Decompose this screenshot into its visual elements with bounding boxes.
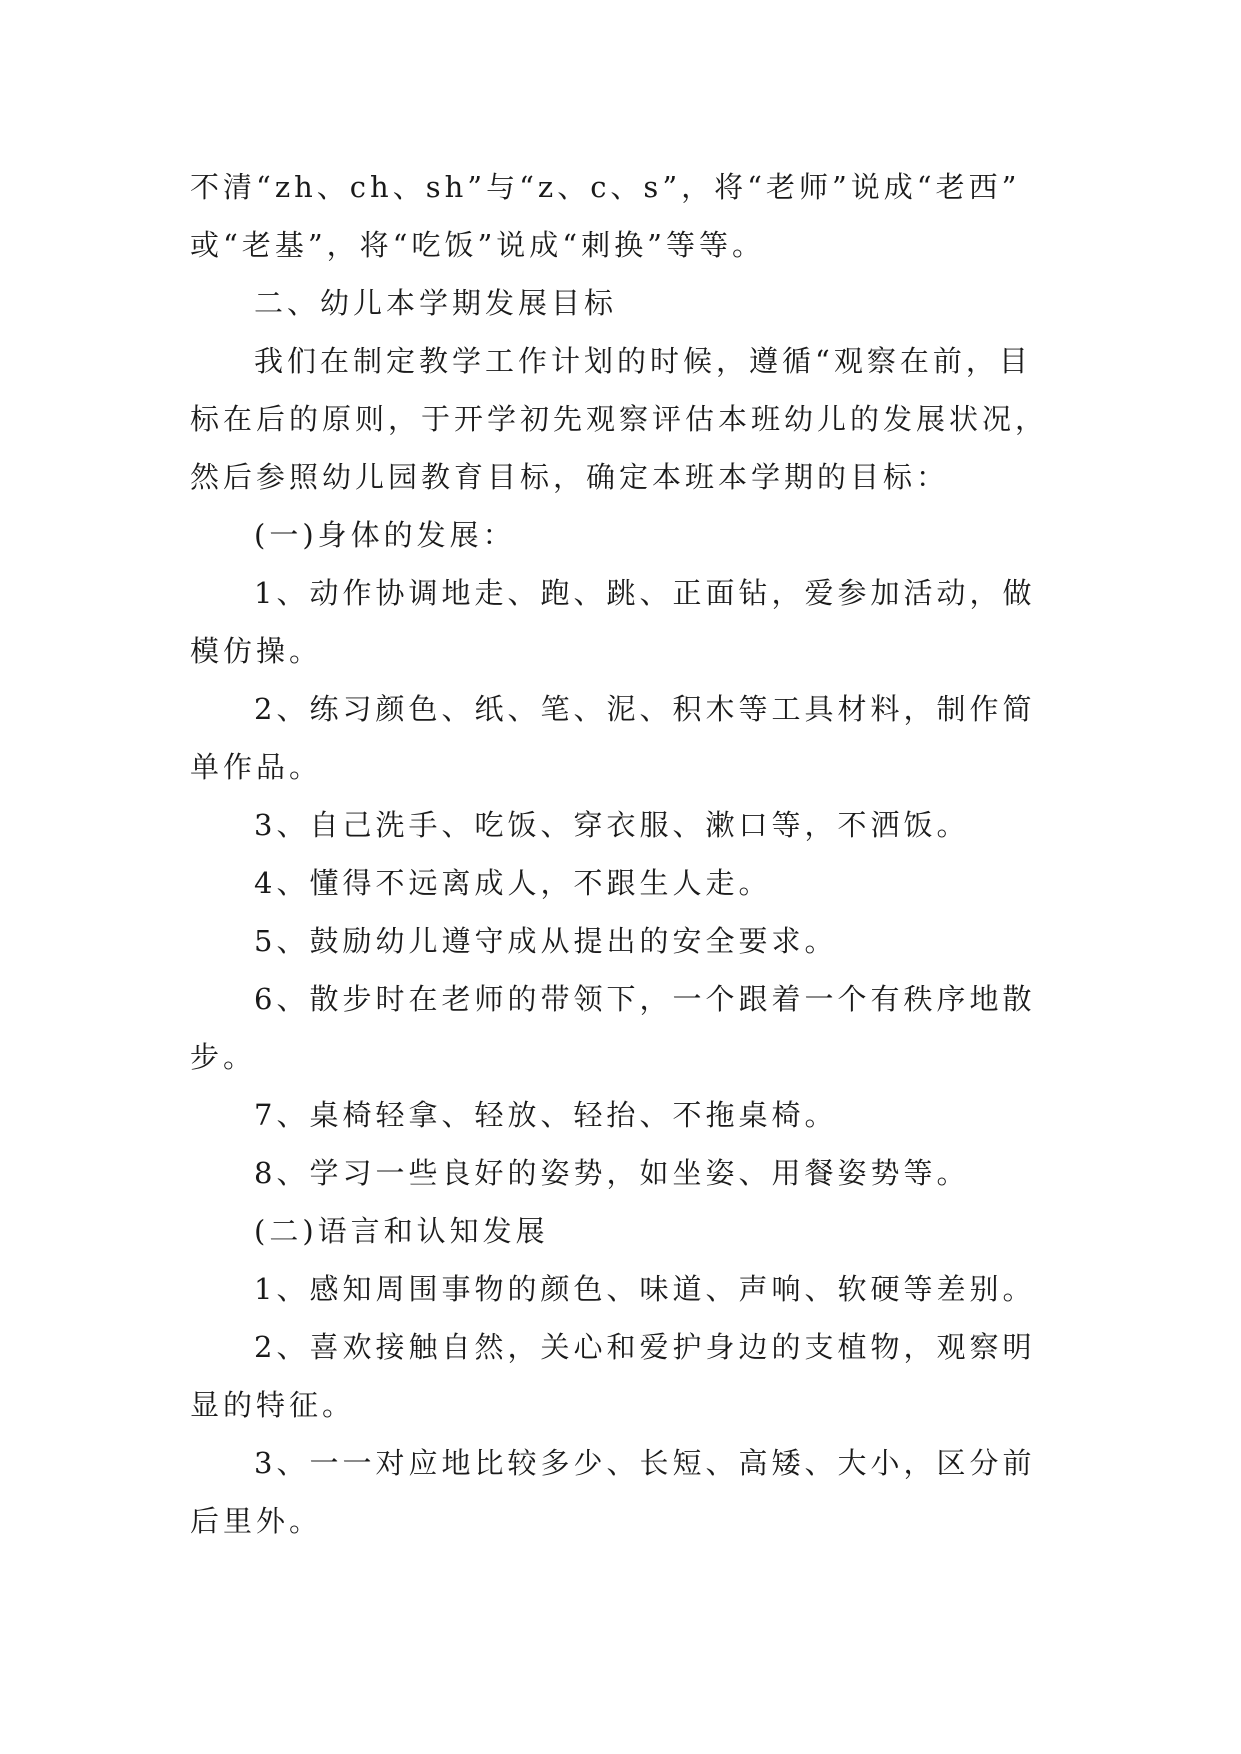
subsection-heading: (二)语言和认知发展 bbox=[254, 1214, 549, 1248]
list-item: 2、练习颜色、纸、笔、泥、积木等工具材料，制作简 bbox=[254, 692, 1036, 726]
subsection-heading: (一)身体的发展： bbox=[254, 518, 516, 552]
section-heading: 二、幼儿本学期发展目标 bbox=[254, 286, 618, 320]
text-line: 或“老基”，将“吃饭”说成“刺换”等等。 bbox=[190, 228, 765, 262]
text-line: 不清“zh、ch、sh”与“z、c、s”，将“老师”说成“老西” bbox=[190, 170, 1021, 204]
list-item: 1、感知周围事物的颜色、味道、声响、软硬等差别。 bbox=[254, 1272, 1036, 1306]
text-line: 标在后的原则，于开学初先观察评估本班幼儿的发展状况， bbox=[190, 402, 1049, 436]
list-item: 3、自己洗手、吃饭、穿衣服、漱口等，不洒饭。 bbox=[254, 808, 970, 842]
list-item-continuation: 单作品。 bbox=[190, 750, 323, 784]
list-item: 7、桌椅轻拿、轻放、轻抬、不拖桌椅。 bbox=[254, 1098, 838, 1132]
list-item: 2、喜欢接触自然，关心和爱护身边的支植物，观察明 bbox=[254, 1330, 1036, 1364]
list-item-continuation: 步。 bbox=[190, 1040, 257, 1074]
list-item: 6、散步时在老师的带领下，一个跟着一个有秩序地散 bbox=[254, 982, 1036, 1016]
document-body bbox=[190, 158, 1065, 1550]
list-item-continuation: 模仿操。 bbox=[190, 634, 323, 668]
list-item: 8、学习一些良好的姿势，如坐姿、用餐姿势等。 bbox=[254, 1156, 970, 1190]
text-line: 我们在制定教学工作计划的时候，遵循“观察在前，目 bbox=[254, 344, 1032, 378]
list-item: 1、动作协调地走、跑、跳、正面钻，爱参加活动，做 bbox=[254, 576, 1036, 610]
list-item-continuation: 显的特征。 bbox=[190, 1388, 356, 1422]
list-item: 3、一一对应地比较多少、长短、高矮、大小，区分前 bbox=[254, 1446, 1036, 1480]
text-line: 然后参照幼儿园教育目标，确定本班本学期的目标： bbox=[190, 460, 950, 494]
list-item: 4、懂得不远离成人，不跟生人走。 bbox=[254, 866, 772, 900]
list-item-continuation: 后里外。 bbox=[190, 1504, 323, 1538]
list-item: 5、鼓励幼儿遵守成从提出的安全要求。 bbox=[254, 924, 838, 958]
